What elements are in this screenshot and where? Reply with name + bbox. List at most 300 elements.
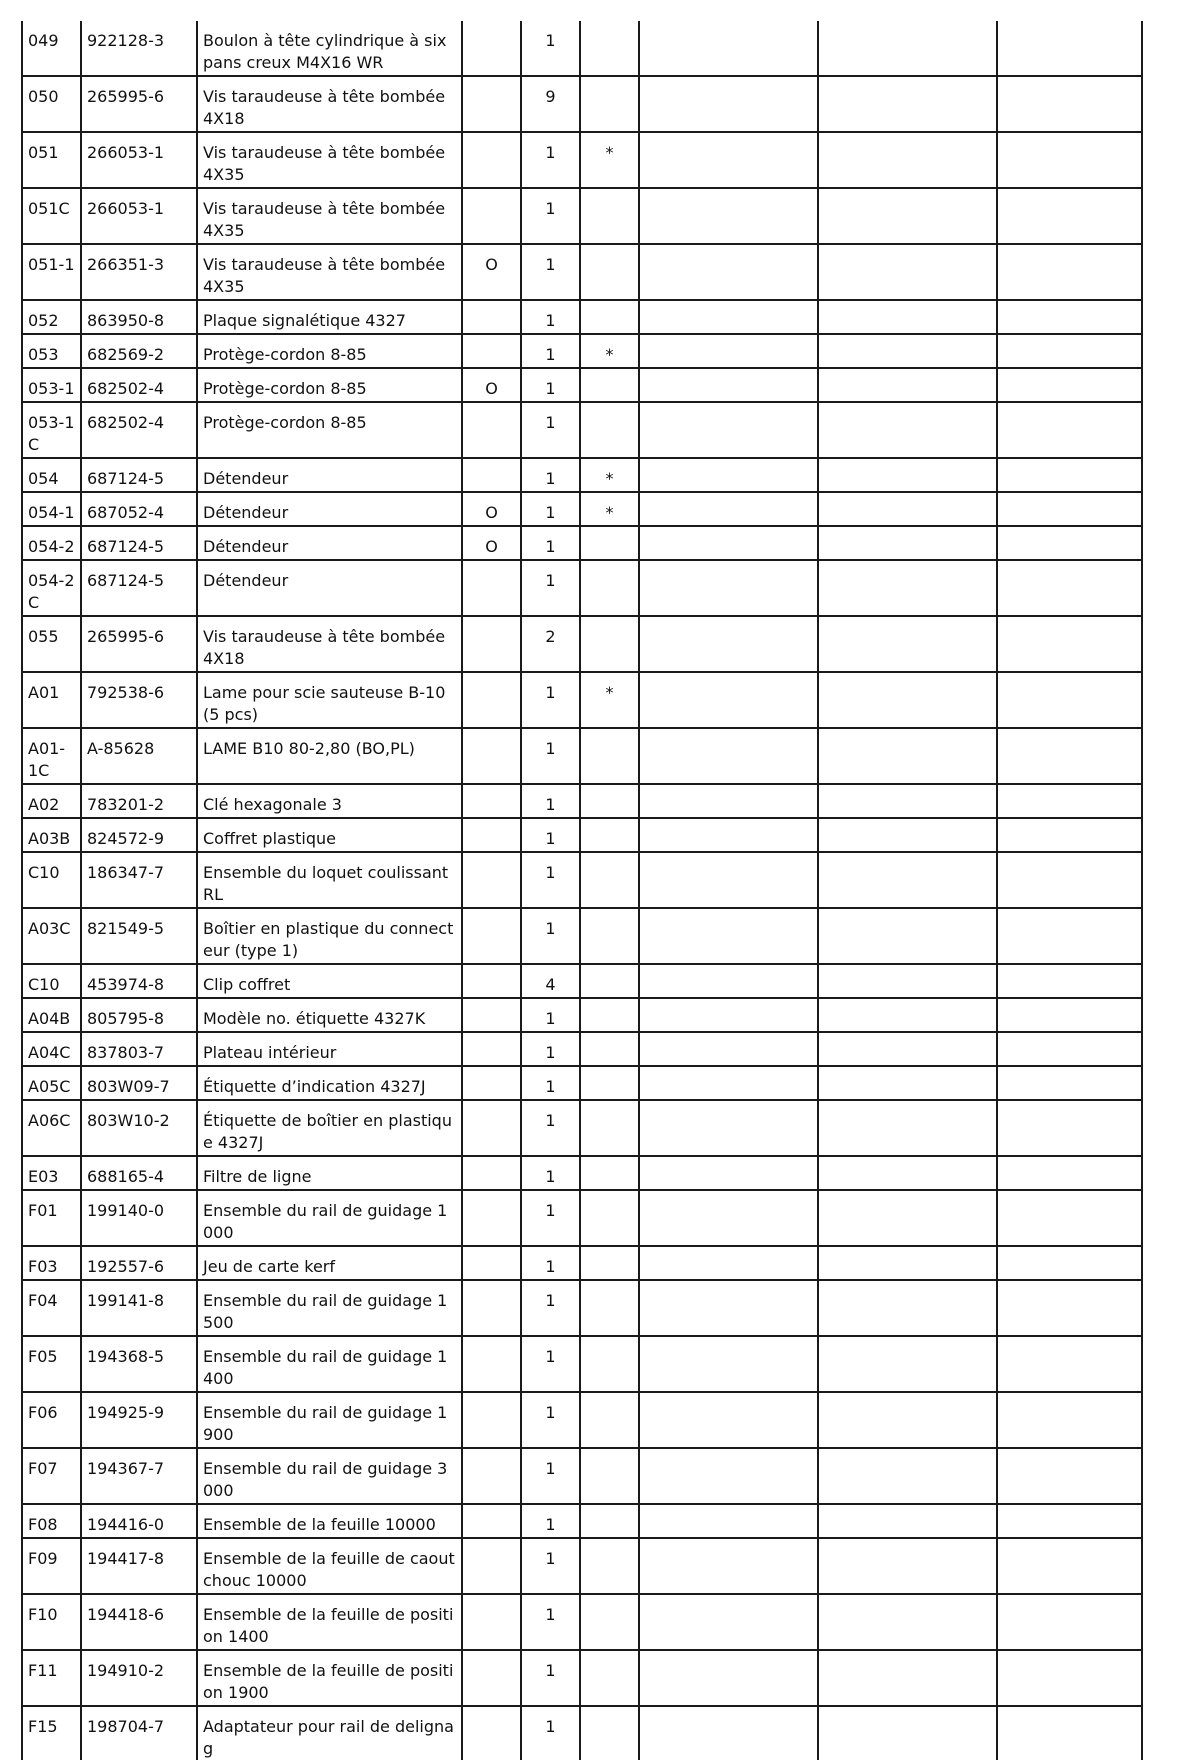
quantity-cell: 1	[521, 1504, 580, 1538]
extra-cell-3	[997, 526, 1142, 560]
quantity-cell: 1	[521, 672, 580, 728]
quantity-cell: 1	[521, 334, 580, 368]
option-cell	[462, 616, 521, 672]
extra-cell-1	[639, 492, 818, 526]
extra-cell-2	[818, 998, 997, 1032]
quantity-cell: 4	[521, 964, 580, 998]
part-number-cell: 266053-1	[81, 188, 197, 244]
extra-cell-2	[818, 300, 997, 334]
item-number-cell: F10	[22, 1594, 81, 1650]
description-cell: Étiquette d’indication 4327J	[197, 1066, 462, 1100]
quantity-cell: 1	[521, 1448, 580, 1504]
option-cell: O	[462, 526, 521, 560]
extra-cell-1	[639, 188, 818, 244]
extra-cell-2	[818, 1032, 997, 1066]
extra-cell-2	[818, 1156, 997, 1190]
quantity-cell: 1	[521, 818, 580, 852]
table-row	[22, 1538, 1142, 1594]
option-cell	[462, 1246, 521, 1280]
item-number-cell: A06C	[22, 1100, 81, 1156]
extra-cell-2	[818, 1392, 997, 1448]
quantity-cell: 1	[521, 852, 580, 908]
part-number-cell: 194368-5	[81, 1336, 197, 1392]
table-row	[22, 1032, 1142, 1066]
table-row	[22, 1066, 1142, 1100]
note-cell	[580, 1336, 639, 1392]
part-number-cell: 837803-7	[81, 1032, 197, 1066]
extra-cell-2	[818, 1280, 997, 1336]
part-number-cell: 688165-4	[81, 1156, 197, 1190]
note-cell: *	[580, 492, 639, 526]
note-cell	[580, 1538, 639, 1594]
extra-cell-2	[818, 492, 997, 526]
option-cell	[462, 1448, 521, 1504]
item-number-cell: F07	[22, 1448, 81, 1504]
description-cell: Ensemble du rail de guidage 1500	[197, 1280, 462, 1336]
extra-cell-1	[639, 964, 818, 998]
parts-table	[21, 21, 1143, 1760]
description-cell: Coffret plastique	[197, 818, 462, 852]
extra-cell-2	[818, 560, 997, 616]
quantity-cell: 9	[521, 76, 580, 132]
quantity-cell: 1	[521, 132, 580, 188]
note-cell	[580, 818, 639, 852]
extra-cell-3	[997, 672, 1142, 728]
option-cell	[462, 560, 521, 616]
note-cell	[580, 1280, 639, 1336]
extra-cell-1	[639, 300, 818, 334]
item-number-cell: 054-2	[22, 526, 81, 560]
extra-cell-2	[818, 728, 997, 784]
extra-cell-3	[997, 76, 1142, 132]
description-cell: Ensemble de la feuille de caoutchouc 10000	[197, 1538, 462, 1594]
extra-cell-1	[639, 908, 818, 964]
part-number-cell: 792538-6	[81, 672, 197, 728]
option-cell	[462, 1504, 521, 1538]
option-cell	[462, 852, 521, 908]
quantity-cell: 1	[521, 908, 580, 964]
note-cell	[580, 300, 639, 334]
table-row	[22, 526, 1142, 560]
extra-cell-3	[997, 1448, 1142, 1504]
quantity-cell: 1	[521, 1650, 580, 1706]
extra-cell-3	[997, 1246, 1142, 1280]
extra-cell-3	[997, 188, 1142, 244]
table-row	[22, 1504, 1142, 1538]
part-number-cell: 803W10-2	[81, 1100, 197, 1156]
description-cell: Ensemble de la feuille de position 1900	[197, 1650, 462, 1706]
extra-cell-3	[997, 300, 1142, 334]
item-number-cell: C10	[22, 964, 81, 998]
item-number-cell: F06	[22, 1392, 81, 1448]
extra-cell-2	[818, 1066, 997, 1100]
extra-cell-3	[997, 1594, 1142, 1650]
option-cell	[462, 784, 521, 818]
table-row	[22, 1650, 1142, 1706]
extra-cell-1	[639, 1336, 818, 1392]
description-cell: Modèle no. étiquette 4327K	[197, 998, 462, 1032]
extra-cell-3	[997, 784, 1142, 818]
description-cell: Ensemble du rail de guidage 1000	[197, 1190, 462, 1246]
note-cell	[580, 1594, 639, 1650]
extra-cell-1	[639, 998, 818, 1032]
description-cell: Boîtier en plastique du connecteur (type 1)	[197, 908, 462, 964]
option-cell	[462, 402, 521, 458]
extra-cell-3	[997, 1706, 1142, 1760]
quantity-cell: 1	[521, 526, 580, 560]
extra-cell-1	[639, 132, 818, 188]
part-number-cell: 687052-4	[81, 492, 197, 526]
note-cell	[580, 998, 639, 1032]
quantity-cell: 1	[521, 188, 580, 244]
item-number-cell: A01	[22, 672, 81, 728]
item-number-cell: 049	[22, 21, 81, 76]
note-cell	[580, 1032, 639, 1066]
item-number-cell: A03B	[22, 818, 81, 852]
extra-cell-1	[639, 1594, 818, 1650]
note-cell	[580, 244, 639, 300]
table-row	[22, 458, 1142, 492]
part-number-cell: 266053-1	[81, 132, 197, 188]
table-row	[22, 964, 1142, 998]
item-number-cell: F09	[22, 1538, 81, 1594]
table-row	[22, 1100, 1142, 1156]
table-row	[22, 616, 1142, 672]
description-cell: Ensemble de la feuille de position 1400	[197, 1594, 462, 1650]
extra-cell-3	[997, 1504, 1142, 1538]
extra-cell-3	[997, 1066, 1142, 1100]
item-number-cell: F11	[22, 1650, 81, 1706]
description-cell: Clip coffret	[197, 964, 462, 998]
description-cell: Vis taraudeuse à tête bombée 4X35	[197, 132, 462, 188]
description-cell: LAME B10 80-2,80 (BO,PL)	[197, 728, 462, 784]
item-number-cell: E03	[22, 1156, 81, 1190]
table-row	[22, 21, 1142, 76]
quantity-cell: 1	[521, 458, 580, 492]
extra-cell-3	[997, 560, 1142, 616]
part-number-cell: 805795-8	[81, 998, 197, 1032]
extra-cell-2	[818, 1448, 997, 1504]
extra-cell-2	[818, 908, 997, 964]
quantity-cell: 1	[521, 1706, 580, 1760]
extra-cell-3	[997, 1190, 1142, 1246]
part-number-cell: 186347-7	[81, 852, 197, 908]
extra-cell-2	[818, 334, 997, 368]
description-cell: Vis taraudeuse à tête bombée 4X35	[197, 244, 462, 300]
part-number-cell: 192557-6	[81, 1246, 197, 1280]
extra-cell-1	[639, 560, 818, 616]
description-cell: Ensemble du loquet coulissant RL	[197, 852, 462, 908]
extra-cell-1	[639, 1066, 818, 1100]
extra-cell-3	[997, 998, 1142, 1032]
option-cell	[462, 908, 521, 964]
extra-cell-2	[818, 526, 997, 560]
table-row	[22, 1448, 1142, 1504]
quantity-cell: 1	[521, 1594, 580, 1650]
note-cell	[580, 1392, 639, 1448]
item-number-cell: 051	[22, 132, 81, 188]
item-number-cell: A04B	[22, 998, 81, 1032]
table-row	[22, 1190, 1142, 1246]
item-number-cell: C10	[22, 852, 81, 908]
table-row	[22, 1336, 1142, 1392]
table-row	[22, 818, 1142, 852]
extra-cell-2	[818, 818, 997, 852]
option-cell	[462, 1156, 521, 1190]
description-cell: Ensemble du rail de guidage 1400	[197, 1336, 462, 1392]
extra-cell-3	[997, 1336, 1142, 1392]
table-row	[22, 1156, 1142, 1190]
quantity-cell: 1	[521, 300, 580, 334]
extra-cell-2	[818, 1538, 997, 1594]
table-row	[22, 728, 1142, 784]
extra-cell-3	[997, 818, 1142, 852]
description-cell: Étiquette de boîtier en plastique 4327J	[197, 1100, 462, 1156]
option-cell	[462, 1190, 521, 1246]
note-cell	[580, 1190, 639, 1246]
description-cell: Lame pour scie sauteuse B-10 (5 pcs)	[197, 672, 462, 728]
extra-cell-2	[818, 672, 997, 728]
item-number-cell: F05	[22, 1336, 81, 1392]
extra-cell-3	[997, 852, 1142, 908]
option-cell	[462, 1706, 521, 1760]
part-number-cell: 453974-8	[81, 964, 197, 998]
description-cell: Détendeur	[197, 492, 462, 526]
table-row	[22, 1594, 1142, 1650]
quantity-cell: 1	[521, 560, 580, 616]
note-cell	[580, 368, 639, 402]
part-number-cell: 682502-4	[81, 402, 197, 458]
extra-cell-1	[639, 818, 818, 852]
description-cell: Plateau intérieur	[197, 1032, 462, 1066]
extra-cell-2	[818, 1650, 997, 1706]
item-number-cell: 053-1C	[22, 402, 81, 458]
note-cell	[580, 1504, 639, 1538]
note-cell	[580, 1650, 639, 1706]
extra-cell-2	[818, 244, 997, 300]
part-number-cell: 199141-8	[81, 1280, 197, 1336]
extra-cell-3	[997, 1650, 1142, 1706]
quantity-cell: 1	[521, 1032, 580, 1066]
part-number-cell: 824572-9	[81, 818, 197, 852]
note-cell: *	[580, 458, 639, 492]
extra-cell-3	[997, 616, 1142, 672]
part-number-cell: 687124-5	[81, 560, 197, 616]
extra-cell-3	[997, 1392, 1142, 1448]
extra-cell-1	[639, 728, 818, 784]
quantity-cell: 1	[521, 1336, 580, 1392]
description-cell: Protège-cordon 8-85	[197, 402, 462, 458]
description-cell: Détendeur	[197, 560, 462, 616]
table-row	[22, 672, 1142, 728]
quantity-cell: 1	[521, 1246, 580, 1280]
note-cell	[580, 21, 639, 76]
table-row	[22, 1246, 1142, 1280]
description-cell: Protège-cordon 8-85	[197, 368, 462, 402]
item-number-cell: 054	[22, 458, 81, 492]
part-number-cell: 922128-3	[81, 21, 197, 76]
description-cell: Vis taraudeuse à tête bombée 4X18	[197, 616, 462, 672]
table-row	[22, 334, 1142, 368]
part-number-cell: 687124-5	[81, 526, 197, 560]
option-cell: O	[462, 368, 521, 402]
option-cell	[462, 188, 521, 244]
part-number-cell: 682569-2	[81, 334, 197, 368]
extra-cell-2	[818, 76, 997, 132]
extra-cell-2	[818, 132, 997, 188]
extra-cell-2	[818, 616, 997, 672]
option-cell	[462, 728, 521, 784]
part-number-cell: A-85628	[81, 728, 197, 784]
note-cell	[580, 402, 639, 458]
table-row	[22, 76, 1142, 132]
table-row	[22, 1392, 1142, 1448]
item-number-cell: 054-1	[22, 492, 81, 526]
description-cell: Adaptateur pour rail de delignag	[197, 1706, 462, 1760]
description-cell: Boulon à tête cylindrique à six pans creux M4X16 WR	[197, 21, 462, 76]
table-row	[22, 1280, 1142, 1336]
extra-cell-1	[639, 1280, 818, 1336]
note-cell	[580, 188, 639, 244]
extra-cell-2	[818, 852, 997, 908]
description-cell: Clé hexagonale 3	[197, 784, 462, 818]
table-row	[22, 402, 1142, 458]
part-number-cell: 266351-3	[81, 244, 197, 300]
extra-cell-1	[639, 852, 818, 908]
extra-cell-3	[997, 244, 1142, 300]
part-number-cell: 265995-6	[81, 616, 197, 672]
part-number-cell: 687124-5	[81, 458, 197, 492]
note-cell: *	[580, 334, 639, 368]
table-row	[22, 908, 1142, 964]
extra-cell-2	[818, 1336, 997, 1392]
description-cell: Ensemble du rail de guidage 1900	[197, 1392, 462, 1448]
extra-cell-3	[997, 1156, 1142, 1190]
quantity-cell: 1	[521, 1066, 580, 1100]
part-number-cell: 194416-0	[81, 1504, 197, 1538]
option-cell	[462, 1280, 521, 1336]
extra-cell-3	[997, 21, 1142, 76]
note-cell	[580, 76, 639, 132]
note-cell	[580, 728, 639, 784]
part-number-cell: 682502-4	[81, 368, 197, 402]
extra-cell-3	[997, 1538, 1142, 1594]
option-cell	[462, 672, 521, 728]
extra-cell-1	[639, 368, 818, 402]
item-number-cell: 051-1	[22, 244, 81, 300]
quantity-cell: 1	[521, 998, 580, 1032]
extra-cell-1	[639, 1190, 818, 1246]
extra-cell-3	[997, 1100, 1142, 1156]
option-cell	[462, 458, 521, 492]
extra-cell-1	[639, 76, 818, 132]
extra-cell-2	[818, 188, 997, 244]
part-number-cell: 194418-6	[81, 1594, 197, 1650]
table-row	[22, 132, 1142, 188]
parts-list-page	[21, 21, 1141, 1760]
description-cell: Ensemble de la feuille 10000	[197, 1504, 462, 1538]
extra-cell-3	[997, 132, 1142, 188]
extra-cell-2	[818, 1504, 997, 1538]
quantity-cell: 1	[521, 402, 580, 458]
part-number-cell: 198704-7	[81, 1706, 197, 1760]
option-cell: O	[462, 244, 521, 300]
item-number-cell: A05C	[22, 1066, 81, 1100]
extra-cell-1	[639, 244, 818, 300]
item-number-cell: F08	[22, 1504, 81, 1538]
note-cell	[580, 964, 639, 998]
extra-cell-3	[997, 964, 1142, 998]
note-cell	[580, 526, 639, 560]
extra-cell-2	[818, 784, 997, 818]
table-row	[22, 300, 1142, 334]
part-number-cell: 199140-0	[81, 1190, 197, 1246]
item-number-cell: F15	[22, 1706, 81, 1760]
note-cell	[580, 1156, 639, 1190]
option-cell	[462, 1066, 521, 1100]
extra-cell-1	[639, 784, 818, 818]
extra-cell-3	[997, 1032, 1142, 1066]
extra-cell-1	[639, 334, 818, 368]
extra-cell-2	[818, 1190, 997, 1246]
table-row	[22, 784, 1142, 818]
option-cell	[462, 818, 521, 852]
part-number-cell: 194925-9	[81, 1392, 197, 1448]
item-number-cell: F04	[22, 1280, 81, 1336]
option-cell	[462, 300, 521, 334]
item-number-cell: 055	[22, 616, 81, 672]
table-row	[22, 244, 1142, 300]
extra-cell-3	[997, 492, 1142, 526]
option-cell	[462, 1336, 521, 1392]
part-number-cell: 265995-6	[81, 76, 197, 132]
extra-cell-2	[818, 458, 997, 492]
item-number-cell: A04C	[22, 1032, 81, 1066]
extra-cell-3	[997, 368, 1142, 402]
option-cell	[462, 21, 521, 76]
item-number-cell: 050	[22, 76, 81, 132]
option-cell	[462, 1032, 521, 1066]
extra-cell-3	[997, 334, 1142, 368]
quantity-cell: 1	[521, 728, 580, 784]
description-cell: Détendeur	[197, 458, 462, 492]
extra-cell-1	[639, 1504, 818, 1538]
item-number-cell: A01-1C	[22, 728, 81, 784]
note-cell: *	[580, 672, 639, 728]
item-number-cell: A03C	[22, 908, 81, 964]
quantity-cell: 1	[521, 784, 580, 818]
note-cell	[580, 1066, 639, 1100]
extra-cell-2	[818, 1100, 997, 1156]
description-cell: Vis taraudeuse à tête bombée 4X18	[197, 76, 462, 132]
quantity-cell: 1	[521, 1100, 580, 1156]
table-row	[22, 492, 1142, 526]
extra-cell-1	[639, 1650, 818, 1706]
extra-cell-2	[818, 21, 997, 76]
extra-cell-2	[818, 1706, 997, 1760]
option-cell	[462, 1392, 521, 1448]
part-number-cell: 194417-8	[81, 1538, 197, 1594]
table-row	[22, 368, 1142, 402]
quantity-cell: 1	[521, 368, 580, 402]
option-cell	[462, 334, 521, 368]
option-cell: O	[462, 492, 521, 526]
part-number-cell: 783201-2	[81, 784, 197, 818]
part-number-cell: 863950-8	[81, 300, 197, 334]
option-cell	[462, 1538, 521, 1594]
table-row	[22, 998, 1142, 1032]
item-number-cell: A02	[22, 784, 81, 818]
